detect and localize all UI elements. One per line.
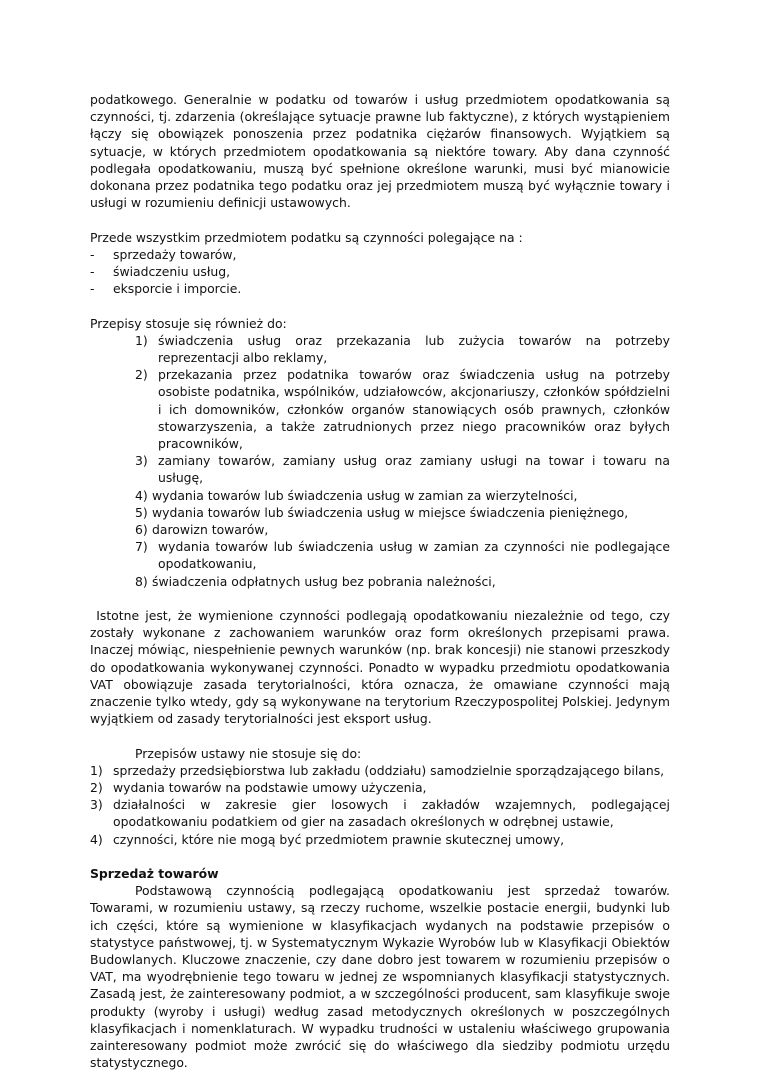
section-heading: Sprzedaż towarów bbox=[90, 866, 219, 882]
list-item: 5) wydania towarów lub świadczenia usług w miejsce świadczenia pieniężnego, bbox=[135, 504, 629, 520]
paragraph: Podstawową czynnością podlegającą opodatkowaniu jest sprzedaż towarów. Towarami, w rozumieniu ustawy, są rzeczy ruchome, wszelkie postacie energii, budynki lub ich części, które są wymienione w klasyfikacjach wydanych na podstawie przepisów o statystyce państwowej, tj. w Systematycznym Wykazie Wyrobów lub w Klasyfikacji Obiektów Budowlanych. Kluczowe znaczenie, czy dane dobro jest towarem w rozumieniu przepisów o VAT, ma wyodrębnienie tego towaru w jednej ze wspomnianych klasyfikacji statystycznych. Zasadą jest, że zainteresowany podmiot, a w szczególności producent, sam klasyfikuje swoje produkty (wyroby i usługi) według zasad metodycznych określonych w poszczególnych klasyfikacjach i nomenklaturach. W wypadku trudności w ustaleniu właściwego grupowania zainteresowany podmiot może zwrócić się do właściwego dla siedziby podmiotu urzędu statystycznego. bbox=[90, 883, 670, 1071]
list-item: 3) zamiany towarów, zamiany usług oraz zamiany usługi na towar i towaru na usługę, bbox=[135, 453, 670, 486]
list-item: 1) sprzedaży przedsiębiorstwa lub zakładu (oddziału) samodzielnie sporządzającego bilans, bbox=[90, 762, 665, 778]
list-item: - sprzedaży towarów, bbox=[90, 246, 237, 262]
list-item: 4) wydania towarów lub świadczenia usług w zamian za wierzytelności, bbox=[135, 487, 578, 503]
list-item: 7) wydania towarów lub świadczenia usług w zamian za czynności nie podlegające opodatkowaniu, bbox=[135, 539, 670, 572]
list-item: 6) darowizn towarów, bbox=[135, 522, 269, 538]
paragraph: Przede wszystkim przedmiotem podatku są czynności polegające na : bbox=[90, 229, 523, 245]
list-item: 4) czynności, które nie mogą być przedmiotem prawnie skutecznej umowy, bbox=[90, 831, 565, 847]
list-item: 8) świadczenia odpłatnych usług bez pobrania należności, bbox=[135, 573, 496, 589]
list-item: - eksporcie i imporcie. bbox=[90, 281, 242, 297]
list-item: 1) świadczenia usług oraz przekazania lub zużycia towarów na potrzeby reprezentacji albo reklamy, bbox=[135, 332, 670, 366]
list-item: - świadczeniu usług, bbox=[90, 264, 231, 280]
paragraph: Istotne jest, że wymienione czynności podlegają opodatkowaniu niezależnie od tego, czy zostały wykonane z zachowaniem warunków oraz form określonych przepisami prawa. Inaczej mówiąc, niespełnienie pewnych warunków (np. brak koncesji) nie stanowi przeszkody do opodatkowania wykonywanej czynności. Ponadto w wypadku przedmiotu opodatkowania VAT obowiązuje zasada terytorialności, która oznacza, że omawiane czynności mają znaczenie tylko wtedy, gdy są wykonywane na terytorium Rzeczypospolitej Polskiej. Jedynym wyjątkiem od zasady terytorialności jest eksport usług. bbox=[90, 608, 674, 727]
document-page bbox=[90, 91, 674, 1072]
paragraph: Przepisy stosuje się również do: bbox=[90, 315, 287, 331]
list-item: 2) wydania towarów na podstawie umowy użyczenia, bbox=[90, 780, 427, 796]
paragraph: Przepisów ustawy nie stosuje się do: bbox=[135, 745, 362, 761]
list-item: 2) przekazania przez podatnika towarów oraz świadczenia usług na potrzeby osobiste podatnika, wspólników, udziałowców, akcjonariuszy, członków spółdzielni i ich domowników, członków organów stanowiących osób prawnych, członków stowarzyszenia, a także zatrudnionych przez niego pracowników oraz byłych pracowników, bbox=[135, 367, 670, 452]
list-item: 3) działalności w zakresie gier losowych i zakładów wzajemnych, podlegającej opodatkowaniu podatkiem od gier na zasadach określonych w odrębnej ustawie, bbox=[90, 797, 670, 830]
paragraph: podatkowego. Generalnie w podatku od towarów i usług przedmiotem opodatkowania są czynności, tj. zdarzenia (określające sytuacje prawne lub faktyczne), z których wystąpieniem łączy się obowiązek ponoszenia przez podatnika ciężarów finansowych. Wyjątkiem są sytuacje, w których przedmiotem opodatkowania są niektóre towary. Aby dana czynność podlegała opodatkowaniu, muszą być spełnione określone warunki, musi być mianowicie dokonana przez podatnika tego podatku oraz jej przedmiotem muszą być wyłącznie towary i usługi w rozumieniu definicji ustawowych. bbox=[90, 92, 670, 211]
